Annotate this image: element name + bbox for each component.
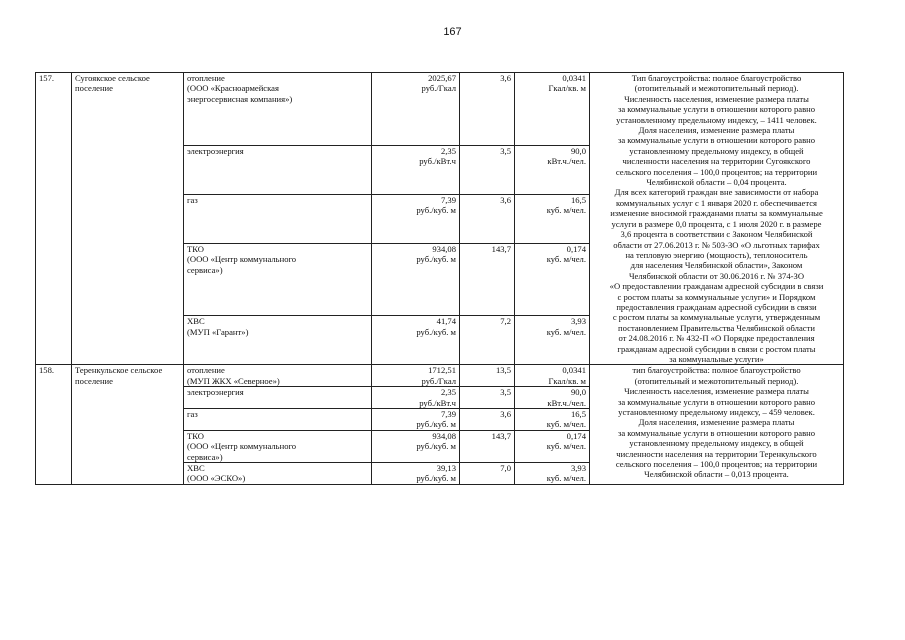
tariff-cell — [372, 387, 460, 409]
index-cell: 13,5 — [460, 365, 515, 387]
service-line: сервиса») — [187, 264, 223, 275]
service-line: (МУП «Гарант») — [187, 326, 249, 337]
tariff-line: 2,35 — [440, 145, 456, 156]
norm-line: 90,0 — [570, 387, 586, 398]
tariff-line: 934,08 — [432, 430, 456, 441]
description-line: установленному предельному индексу, в общей — [629, 438, 804, 449]
norm-line: куб. м/чел. — [546, 205, 586, 216]
description-cell — [590, 365, 844, 484]
row-number: 157. — [36, 73, 72, 365]
service-line: газ — [187, 409, 198, 419]
norm-line: 0,174 — [566, 430, 586, 441]
description-line: установленному предельному индексу, – 1411 человек. — [616, 114, 817, 125]
tariff-line: 2025,67 — [428, 73, 456, 83]
description-line: изменение вносимой гражданами платы за коммунальные — [610, 208, 823, 219]
description-line: установленному предельному индексу, – 459 человек. — [618, 407, 815, 417]
tariff-line: 39,13 — [436, 463, 456, 474]
index-cell: 7,2 — [460, 316, 515, 365]
norm-line: куб. м/чел. — [546, 419, 586, 430]
norm-line: 16,5 — [570, 409, 586, 419]
tariff-line: руб./куб. м — [416, 441, 456, 452]
tariff-cell — [372, 409, 460, 431]
description-line: Для всех категорий граждан вне зависимости от набора — [614, 187, 819, 198]
norm-cell — [515, 409, 590, 431]
service-line: (ООО «Центр коммунального — [187, 254, 297, 265]
page-number: 167 — [443, 26, 462, 38]
norm-cell — [515, 430, 590, 462]
service-line: (МУП ЖКХ «Северное») — [187, 375, 280, 386]
tariff-line: руб./куб. м — [416, 326, 456, 337]
index-cell: 7,0 — [460, 463, 515, 485]
norm-line: куб. м/чел. — [546, 473, 586, 484]
norm-line: 90,0 — [570, 145, 586, 156]
service-line: ХВС — [187, 316, 205, 327]
service-line: электроэнергия — [187, 145, 244, 156]
norm-cell — [515, 243, 590, 316]
tariff-cell — [372, 243, 460, 316]
description-line: численности населения на территории Сугоякского — [622, 156, 811, 167]
tariff-line: 1712,51 — [428, 365, 456, 376]
norm-cell — [515, 73, 590, 146]
norm-line: 3,93 — [570, 316, 586, 327]
norm-cell — [515, 365, 590, 387]
service-line: сервиса») — [187, 451, 223, 462]
description-line: за коммунальные услуги в отношении которого равно — [617, 396, 816, 407]
service-cell — [184, 194, 372, 243]
tariff-cell — [372, 430, 460, 462]
description-line: постановлением Правительства Челябинской области — [618, 322, 815, 333]
description-line: Челябинской области – 0,013 процента. — [644, 469, 789, 480]
table-row — [36, 73, 844, 146]
settlement-name: Теренкульское сельское поселение — [72, 365, 184, 484]
description-line: (отопительный и межотопительный период). — [634, 83, 799, 94]
description-line: Тип благоустройства: полное благоустройство — [631, 73, 802, 83]
norm-line: 0,0341 — [562, 365, 586, 376]
service-cell — [184, 387, 372, 409]
tariff-line: 41,74 — [436, 316, 456, 327]
description-line: сельского поселения – 100,0 процентов; на территории — [615, 459, 818, 470]
description-line: сельского поселения – 100,0 процентов; на территории — [615, 166, 818, 177]
description-line: для населения Челябинской области», Законом — [630, 260, 803, 271]
index-cell: 3,5 — [460, 387, 515, 409]
service-line: газ — [187, 194, 198, 205]
index-cell: 143,7 — [460, 243, 515, 316]
norm-cell — [515, 463, 590, 485]
description-line: предоставления гражданам адресной субсидии в связи — [616, 301, 817, 312]
index-cell: 3,5 — [460, 145, 515, 194]
description-line: области от 27.06.2013 г. № 503-ЗО «О льготных тарифах — [613, 239, 820, 250]
service-cell — [184, 316, 372, 365]
service-cell — [184, 365, 372, 387]
description-line: Челябинской области – 0,04 процента. — [646, 177, 787, 188]
tariff-cell — [372, 73, 460, 146]
description-line: услуги в размере 0,0 процента, с 1 июля 2020 г. в размере — [611, 218, 822, 229]
description-line: 3,6 процента в соответствии с Законом Челябинской — [620, 229, 813, 240]
service-line: ТКО — [187, 243, 204, 254]
description-line: за коммунальные услуги в отношении которого равно — [617, 427, 816, 438]
tariff-line: руб./куб. м — [416, 419, 456, 430]
norm-line: Гкал/кв. м — [548, 83, 586, 94]
tariff-cell — [372, 316, 460, 365]
description-line: с ростом платы за коммунальные услуги, утвержденным — [612, 312, 821, 323]
description-line: за коммунальные услуги в отношении которого равно — [617, 135, 816, 146]
norm-line: куб. м/чел. — [546, 326, 586, 337]
index-cell: 3,6 — [460, 409, 515, 431]
tariff-cell — [372, 145, 460, 194]
tariff-line: руб./куб. м — [416, 254, 456, 265]
tariff-line: 7,39 — [440, 409, 456, 419]
norm-line: 16,5 — [570, 194, 586, 205]
tariff-line: 2,35 — [440, 387, 456, 398]
tariff-cell — [372, 194, 460, 243]
description-line: с ростом платы за коммунальные услуги» и Порядком — [617, 291, 816, 302]
service-line: (ООО «Красноармейская — [187, 83, 279, 94]
service-cell — [184, 430, 372, 462]
norm-line: куб. м/чел. — [546, 441, 586, 452]
norm-line: кВт.ч./чел. — [547, 397, 586, 408]
tariff-line: 934,08 — [432, 243, 456, 254]
description-line: Численность населения, изменение размера платы — [624, 386, 809, 397]
norm-line: куб. м/чел. — [546, 254, 586, 265]
description-line: Доля населения, изменение размера платы — [638, 125, 795, 136]
norm-line: 0,0341 — [562, 73, 586, 83]
service-line: отопление — [187, 365, 225, 376]
norm-cell — [515, 145, 590, 194]
tariff-line: руб./Гкал — [421, 83, 456, 94]
norm-line: 3,93 — [570, 463, 586, 474]
service-cell — [184, 409, 372, 431]
table-row — [36, 365, 844, 387]
row-number: 158. — [36, 365, 72, 484]
service-cell — [184, 73, 372, 146]
tariff-table — [35, 72, 844, 485]
service-cell — [184, 243, 372, 316]
tariff-line: руб./Гкал — [421, 375, 456, 386]
service-cell — [184, 145, 372, 194]
tariff-line: руб./куб. м — [416, 205, 456, 216]
tariff-cell — [372, 365, 460, 387]
description-line: гражданам адресной субсидии в связи с ростом платы — [617, 343, 816, 354]
norm-cell — [515, 194, 590, 243]
service-line: (ООО «ЭСКО») — [187, 473, 246, 484]
description-line: Доля населения, изменение размера платы — [638, 417, 795, 428]
tariff-line: руб./куб. м — [416, 473, 456, 484]
norm-line: кВт.ч./чел. — [547, 155, 586, 166]
description-line: установленному предельному индексу, в общей — [629, 145, 804, 156]
service-cell — [184, 463, 372, 485]
tariff-line: руб./кВт.ч — [419, 397, 456, 408]
settlement-name: Сугоякское сельское поселение — [72, 73, 184, 365]
norm-cell — [515, 387, 590, 409]
norm-line: 0,174 — [566, 243, 586, 254]
description-line: «О предоставлении гражданам адресной субсидии в связи — [609, 281, 824, 292]
description-line: от 24.08.2016 г. № 432-П «О Порядке предоставления — [618, 333, 815, 344]
norm-line: Гкал/кв. м — [548, 375, 586, 386]
description-line: за коммунальные услуги в отношении которого равно — [617, 104, 816, 115]
tariff-line: руб./кВт.ч — [419, 155, 456, 166]
description-line: Численность населения, изменение размера платы — [624, 93, 809, 104]
tariff-cell — [372, 463, 460, 485]
description-line: тип благоустройства: полное благоустройство — [632, 365, 801, 376]
index-cell: 143,7 — [460, 430, 515, 462]
norm-cell — [515, 316, 590, 365]
description-line: на тепловую энергию (мощность), теплоноситель — [625, 249, 808, 260]
description-line: (отопительный и межотопительный период). — [634, 375, 799, 386]
description-line: за коммунальные услуги» — [669, 353, 764, 364]
service-line: ТКО — [187, 430, 204, 441]
description-cell — [590, 73, 844, 365]
service-line: энергосервисная компания») — [187, 93, 293, 104]
service-line: отопление — [187, 73, 225, 83]
description-line: коммунальных услуг с 1 января 2020 г. обеспечивается — [616, 197, 817, 208]
description-line: Челябинской области от 30.06.2016 г. № 374-ЗО — [628, 270, 805, 281]
service-line: (ООО «Центр коммунального — [187, 441, 297, 452]
index-cell: 3,6 — [460, 73, 515, 146]
index-cell: 3,6 — [460, 194, 515, 243]
tariff-line: 7,39 — [440, 194, 456, 205]
service-line: ХВС — [187, 463, 205, 474]
service-line: электроэнергия — [187, 387, 244, 398]
description-line: численности населения на территории Теренкульского — [616, 448, 817, 459]
